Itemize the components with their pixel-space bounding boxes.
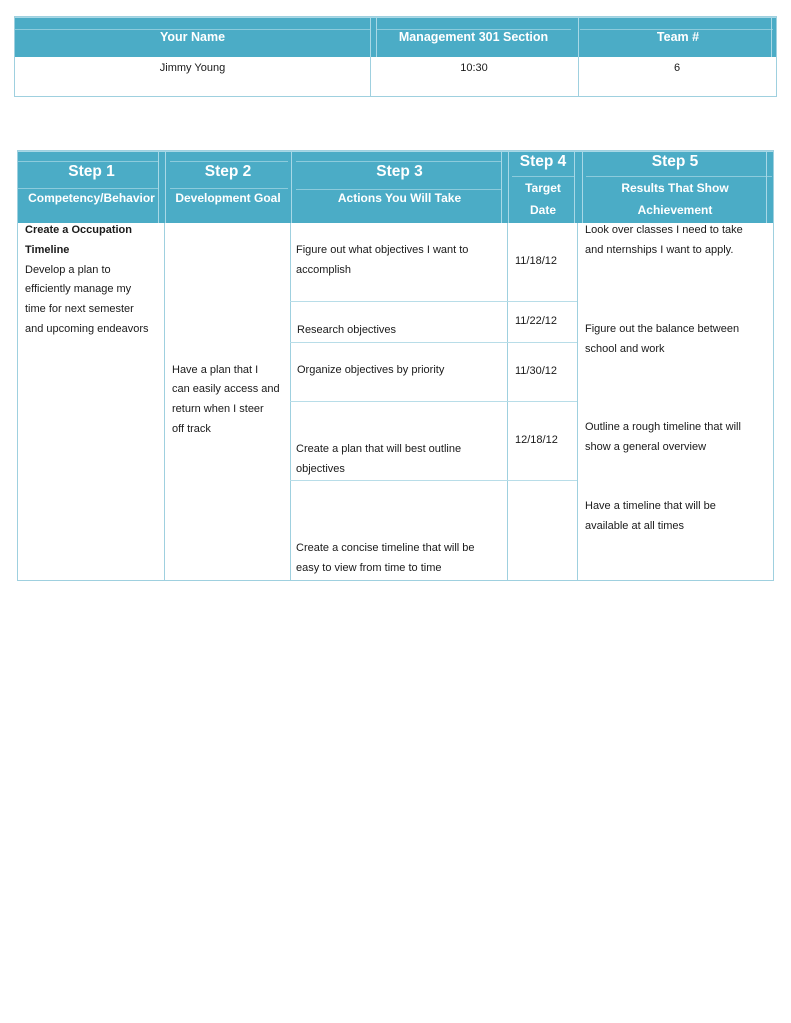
competency-title-line: Timeline: [25, 244, 70, 256]
header-section: Management 301 Section: [398, 30, 549, 44]
header-step-5: Step 5 Results That Show Achievement: [621, 153, 729, 217]
action-line: easy to view from time to time: [296, 562, 442, 574]
action-line: objectives: [296, 463, 345, 475]
goal-line: return when I steer: [172, 403, 264, 415]
competency-desc-line: and upcoming endeavors: [25, 323, 149, 335]
goal-line: Have a plan that I: [172, 364, 259, 376]
development-plan-table: [17, 150, 774, 581]
result-line: and nternships I want to apply.: [585, 244, 734, 256]
header-step-2: Step 2 Development Goal: [175, 163, 281, 205]
goal-line: off track: [172, 423, 211, 435]
header-step-3: Step 3 Actions You Will Take: [337, 163, 462, 205]
competency-title-line: Create a Occupation: [25, 224, 132, 236]
info-table: [14, 16, 777, 97]
action-line: Figure out what objectives I want to: [296, 244, 469, 256]
result-line: show a general overview: [585, 441, 707, 453]
result-line: school and work: [585, 343, 665, 355]
result-line: Have a timeline that will be: [585, 500, 716, 512]
plan-table-body: [18, 223, 773, 580]
plan-table-header: [18, 151, 773, 223]
action-line: Research objectives: [297, 324, 397, 336]
action-line: Create a concise timeline that will be: [296, 542, 475, 554]
action-line: Create a plan that will best outline: [296, 443, 462, 455]
info-table-header: [15, 17, 776, 57]
result-line: available at all times: [585, 520, 685, 532]
competency-desc-line: Develop a plan to: [25, 264, 111, 276]
action-line: Organize objectives by priority: [297, 364, 445, 376]
target-date: 11/18/12: [515, 255, 558, 267]
result-line: Outline a rough timeline that will: [585, 421, 741, 433]
result-line: Look over classes I need to take: [585, 224, 743, 236]
target-date: 11/22/12: [515, 315, 558, 327]
action-line: accomplish: [296, 264, 352, 276]
competency-desc-line: efficiently manage my: [25, 283, 132, 295]
cell-section: 10:30: [460, 62, 488, 74]
header-step-1: Step 1 Competency/Behavior: [28, 163, 155, 205]
cell-team: 6: [673, 62, 681, 74]
target-date: 11/30/12: [515, 365, 558, 377]
result-line: Figure out the balance between: [585, 323, 740, 335]
header-your-name: Your Name: [159, 30, 226, 44]
header-team: Team #: [656, 30, 700, 44]
competency-desc-line: time for next semester: [25, 303, 134, 315]
target-date: 12/18/12: [515, 434, 558, 446]
goal-line: can easily access and: [172, 383, 280, 395]
cell-name: Jimmy Young: [159, 62, 226, 74]
header-step-4: Step 4 Target Date: [519, 153, 567, 217]
